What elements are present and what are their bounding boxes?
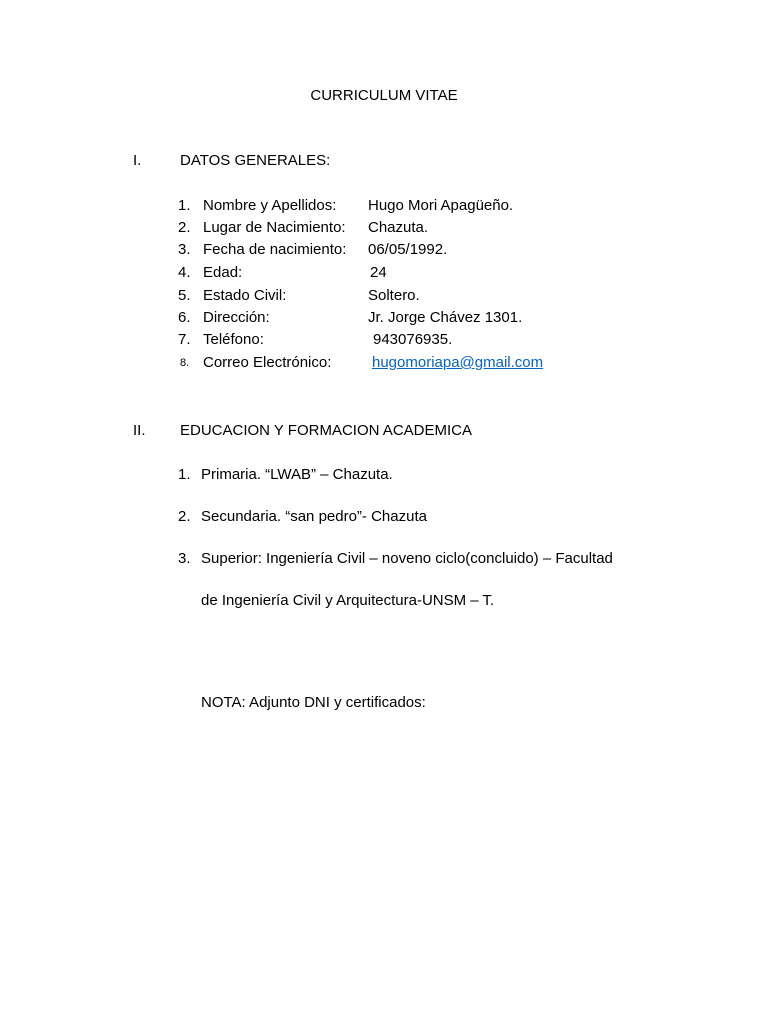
item-value-phone: 943076935. bbox=[373, 331, 453, 348]
item-label-birthplace: Lugar de Nacimiento: bbox=[203, 219, 346, 236]
item-number: 2. bbox=[178, 219, 191, 236]
document-title: CURRICULUM VITAE bbox=[310, 87, 458, 104]
item-label-birthdate: Fecha de nacimiento: bbox=[203, 241, 347, 258]
item-number: 2. bbox=[178, 508, 191, 525]
section-2-title: EDUCACION Y FORMACION ACADEMICA bbox=[180, 422, 472, 439]
item-label-email: Correo Electrónico: bbox=[203, 354, 332, 371]
item-value-birthdate: 06/05/1992. bbox=[368, 241, 448, 258]
item-value-age: 24 bbox=[370, 264, 387, 281]
item-value-name: Hugo Mori Apagüeño. bbox=[368, 197, 514, 214]
email-link[interactable]: hugomoriapa@gmail.com bbox=[372, 354, 544, 371]
item-label-age: Edad: bbox=[203, 264, 243, 281]
item-number: 3. bbox=[178, 550, 191, 567]
item-value-civil-status: Soltero. bbox=[368, 287, 420, 304]
item-label-civil-status: Estado Civil: bbox=[203, 287, 287, 304]
section-1-title: DATOS GENERALES: bbox=[180, 152, 331, 169]
edu-item-superior: Superior: Ingeniería Civil – noveno ciclo(concluido) – Facultad bbox=[201, 550, 613, 567]
section-1-number: I. bbox=[133, 152, 142, 169]
item-number: 3. bbox=[178, 241, 191, 258]
edu-item-primary: Primaria. “LWAB” – Chazuta. bbox=[201, 466, 393, 483]
item-label-address: Dirección: bbox=[203, 309, 270, 326]
section-2-number: II. bbox=[133, 422, 146, 439]
item-number: 6. bbox=[178, 309, 191, 326]
item-number: 1. bbox=[178, 197, 191, 214]
item-label-phone: Teléfono: bbox=[203, 331, 264, 348]
item-value-birthplace: Chazuta. bbox=[368, 219, 429, 236]
edu-item-superior-continuation: de Ingeniería Civil y Arquitectura-UNSM – T. bbox=[201, 592, 495, 609]
item-value-address: Jr. Jorge Chávez 1301. bbox=[368, 309, 523, 326]
item-number: 1. bbox=[178, 466, 191, 483]
note-text: NOTA: Adjunto DNI y certificados: bbox=[201, 694, 426, 711]
item-number: 4. bbox=[178, 264, 191, 281]
item-number: 5. bbox=[178, 287, 191, 304]
edu-item-secondary: Secundaria. “san pedro”- Chazuta bbox=[201, 508, 427, 525]
item-number: 7. bbox=[178, 331, 191, 348]
item-label-name: Nombre y Apellidos: bbox=[203, 197, 337, 214]
item-number: 8. bbox=[180, 357, 190, 369]
